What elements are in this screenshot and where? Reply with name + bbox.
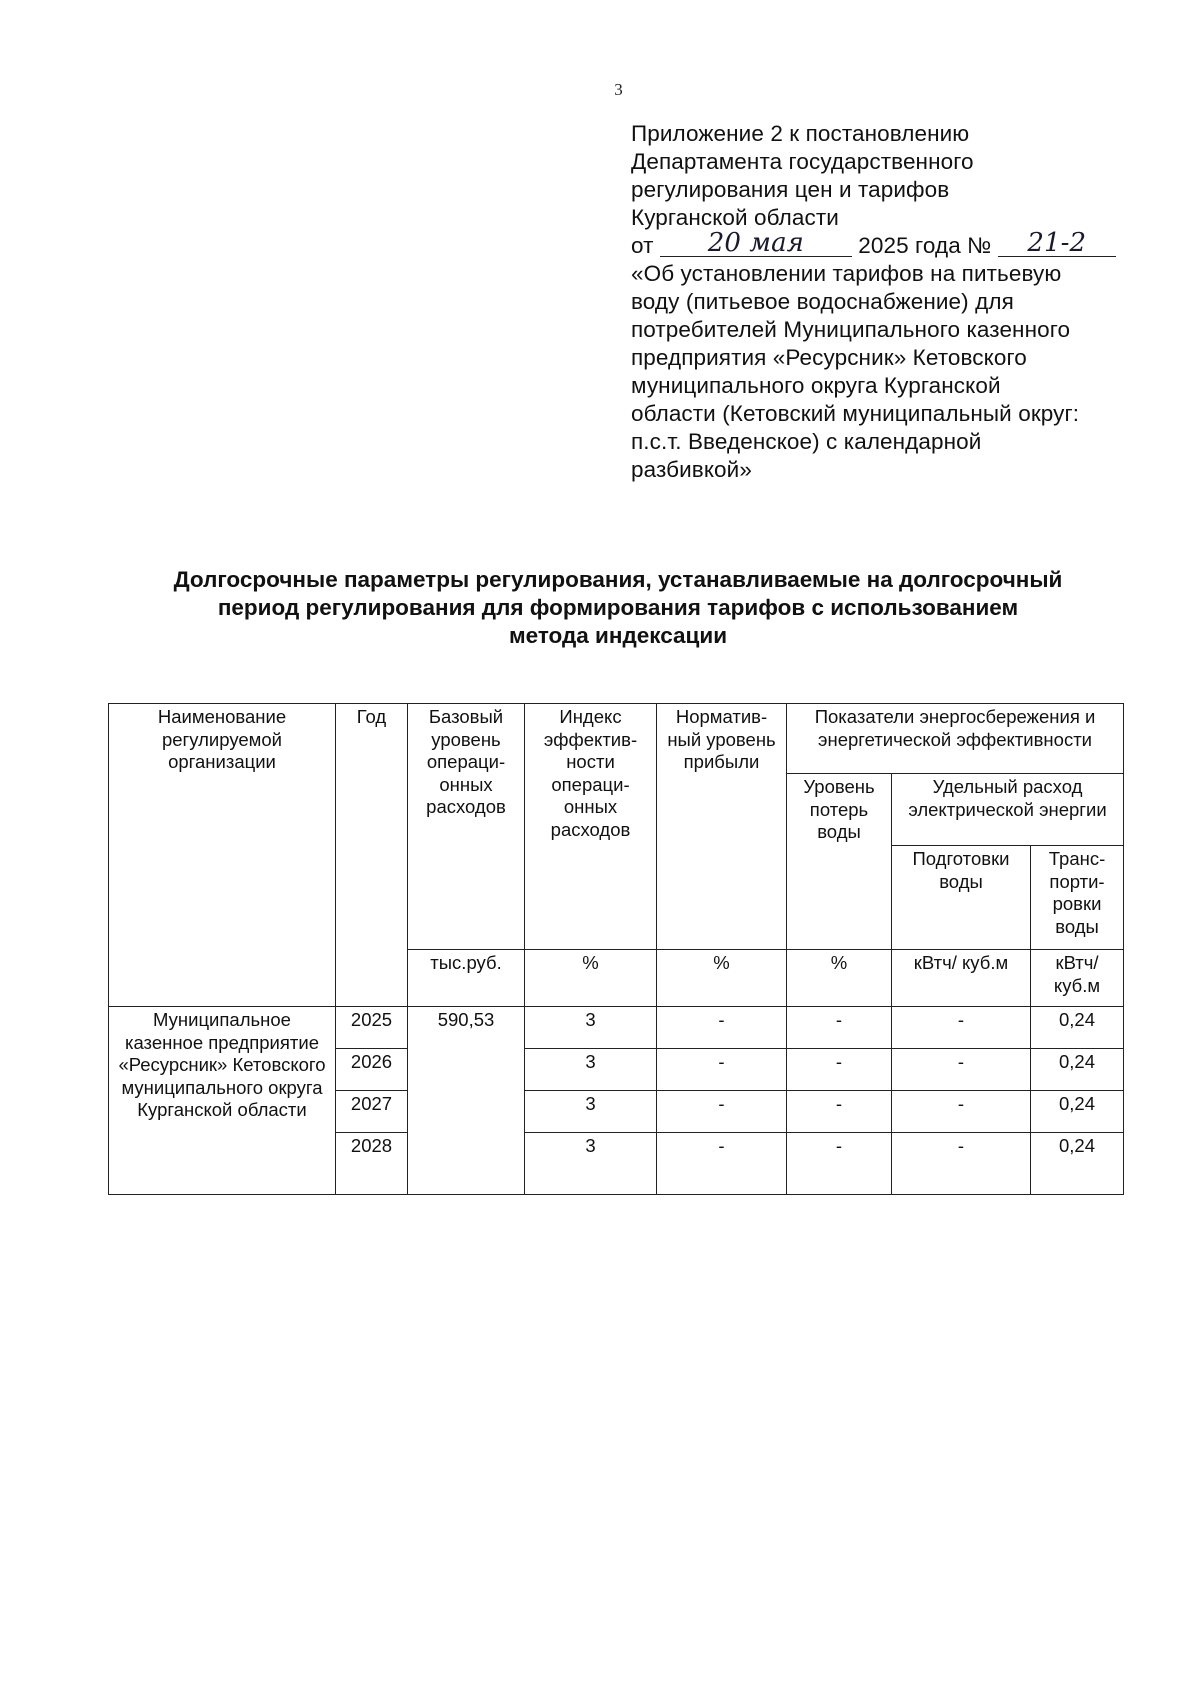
header-eff-index: Индекс эффектив- ности операци- онных расходов: [525, 704, 657, 950]
cell-transport: 0,24: [1031, 1007, 1124, 1049]
handwritten-date: 20 мая: [660, 230, 852, 257]
cell-prep: -: [892, 1133, 1031, 1195]
appendix-block: [631, 120, 1141, 484]
subject-line: п.с.т. Введенское) с календарной: [631, 429, 982, 454]
header-prep: Подготовки воды: [892, 846, 1031, 950]
cell-prep: -: [892, 1049, 1031, 1091]
from-prefix: от: [631, 233, 654, 258]
title-line: период регулирования для формирования тарифов с использованием: [217, 595, 1019, 620]
title-line: метода индексации: [508, 623, 728, 648]
cell-water-loss: -: [787, 1133, 892, 1195]
unit-water-loss: %: [787, 950, 892, 1007]
header-transport: Транс- порти- ровки воды: [1031, 846, 1124, 950]
subject-line: муниципального округа Курганской: [631, 373, 1001, 398]
subject-line: потребителей Муниципального казенного: [631, 317, 1071, 342]
cell-norm-profit: -: [657, 1133, 787, 1195]
appendix-line: Курганской области: [631, 205, 839, 230]
cell-eff-index: 3: [525, 1049, 657, 1091]
header-org: Наименование регулируемой организации: [109, 704, 336, 1007]
handwritten-number: 21-2: [998, 230, 1116, 257]
cell-norm-profit: -: [657, 1007, 787, 1049]
cell-year: 2027: [336, 1091, 408, 1133]
cell-norm-profit: -: [657, 1049, 787, 1091]
cell-norm-profit: -: [657, 1091, 787, 1133]
appendix-date-line: [631, 228, 1141, 260]
cell-eff-index: 3: [525, 1007, 657, 1049]
title-line: Долгосрочные параметры регулирования, устанавливаемые на долгосрочный: [173, 567, 1063, 592]
cell-water-loss: -: [787, 1049, 892, 1091]
cell-prep: -: [892, 1091, 1031, 1133]
unit-base-opex: тыс.руб.: [408, 950, 525, 1007]
header-specific-consumption: Удельный расход электрической энергии: [892, 774, 1124, 846]
unit-prep: кВтч/ куб.м: [892, 950, 1031, 1007]
header-norm-profit: Норматив- ный уровень прибыли: [657, 704, 787, 950]
cell-eff-index: 3: [525, 1091, 657, 1133]
cell-year: 2025: [336, 1007, 408, 1049]
cell-prep: -: [892, 1007, 1031, 1049]
subject-line: разбивкой»: [631, 457, 752, 482]
table-row: [109, 1007, 1124, 1049]
subject-line: воду (питьевое водоснабжение) для: [631, 289, 1014, 314]
unit-norm-profit: %: [657, 950, 787, 1007]
cell-water-loss: -: [787, 1007, 892, 1049]
cell-water-loss: -: [787, 1091, 892, 1133]
organization-name: Муниципальное казенное предприятие «Ресурсник» Кетовского муниципального округа Курганской области: [109, 1007, 336, 1195]
appendix-line: Департамента государственного: [631, 149, 974, 174]
cell-year: 2026: [336, 1049, 408, 1091]
document-title: [108, 566, 1128, 650]
cell-transport: 0,24: [1031, 1049, 1124, 1091]
year-text: 2025 года №: [858, 233, 992, 258]
header-water-loss: Уровень потерь воды: [787, 774, 892, 950]
base-opex-value: 590,53: [408, 1007, 525, 1195]
parameters-table: [108, 703, 1124, 1195]
page-number: 3: [614, 80, 623, 99]
appendix-line: регулирования цен и тарифов: [631, 177, 950, 202]
header-year: Год: [336, 704, 408, 1007]
cell-transport: 0,24: [1031, 1091, 1124, 1133]
cell-year: 2028: [336, 1133, 408, 1195]
subject-line: «Об установлении тарифов на питьевую: [631, 261, 1062, 286]
header-base-opex: Базовый уровень операци- онных расходов: [408, 704, 525, 950]
subject-line: предприятия «Ресурсник» Кетовского: [631, 345, 1027, 370]
appendix-line: Приложение 2 к постановлению: [631, 121, 970, 146]
cell-transport: 0,24: [1031, 1133, 1124, 1195]
unit-eff-index: %: [525, 950, 657, 1007]
cell-eff-index: 3: [525, 1133, 657, 1195]
unit-transport: кВтч/ куб.м: [1031, 950, 1124, 1007]
subject-line: области (Кетовский муниципальный округ:: [631, 401, 1080, 426]
header-energy-group: Показатели энергосбережения и энергетической эффективности: [787, 704, 1124, 774]
